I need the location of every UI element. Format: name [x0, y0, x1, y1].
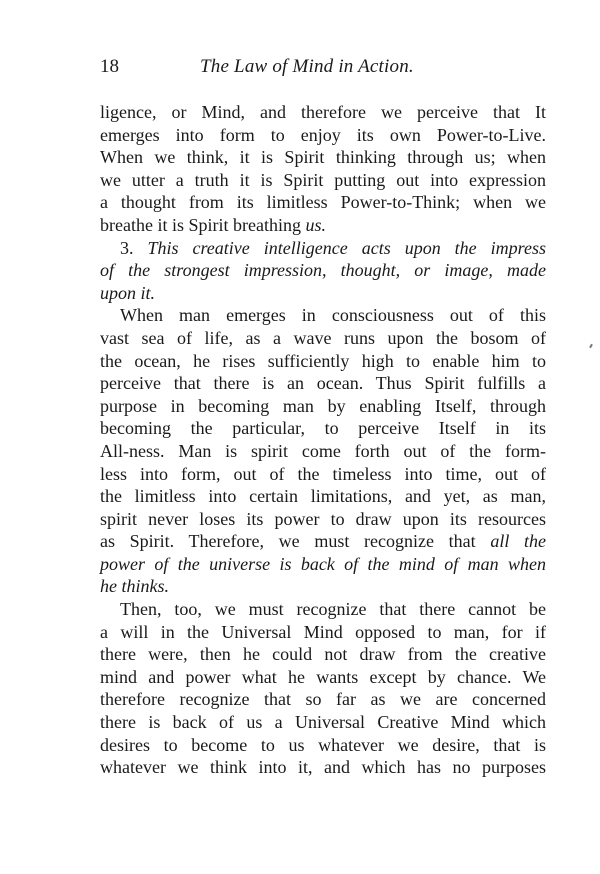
running-title: The Law of Mind in Action.	[200, 56, 414, 77]
page-header	[100, 56, 546, 86]
text-line: whatever we think into it, and which has no purposes	[100, 757, 546, 778]
principle-3	[100, 237, 546, 305]
text-line	[100, 237, 546, 260]
text-line: a thought from its limitless Power-to-Think; when we	[100, 192, 546, 213]
text-line: perceive that there is an ocean. Thus Spirit fulfills a	[100, 373, 546, 394]
text-span: breathe it is Spirit breathing	[100, 214, 301, 235]
text-line: When we think, it is Spirit thinking through us; when	[100, 147, 546, 168]
text-line: ligence, or Mind, and therefore we perceive that It	[100, 102, 546, 122]
text-line: desires to become to us whatever we desire, that is	[100, 734, 546, 755]
text-line: spirit never loses its power to draw upon its resources	[100, 508, 546, 529]
text-line: there were, then he could not draw from the creative	[100, 644, 546, 665]
text-line: we utter a truth it is Spirit putting out into expression	[100, 169, 546, 190]
text-line: there is back of us a Universal Creative Mind which	[100, 712, 546, 733]
scan-speck	[589, 344, 593, 348]
text-line: of the strongest impression, thought, or image, made	[100, 260, 546, 281]
text-line: therefore recognize that so far as we are concerned	[100, 689, 546, 710]
paragraph-4	[100, 598, 546, 779]
text-line: vast sea of life, as a wave runs upon the bosom of	[100, 327, 546, 348]
page-number: 18	[100, 56, 119, 77]
text-span: as Spirit. Therefore, we must recognize that	[100, 531, 476, 552]
text-line: mind and power what he wants except by chance. We	[100, 666, 546, 687]
text-line: the limitless into certain limitations, and yet, as man,	[100, 486, 546, 507]
emphasis-text: us.	[305, 214, 326, 235]
text-line: power of the universe is back of the mind of man when	[100, 553, 546, 574]
text-line: When man emerges in consciousness out of this	[120, 305, 546, 326]
emphasis-text: This creative intelligence acts upon the impress	[147, 237, 546, 258]
emphasis-text: all the	[490, 531, 546, 552]
paragraph-1	[100, 101, 546, 237]
text-line	[100, 530, 546, 553]
text-line: less into form, out of the timeless into time, out of	[100, 463, 546, 484]
text-line: purpose in becoming man by enabling Itself, through	[100, 395, 546, 416]
text-line: a will in the Universal Mind opposed to man, for if	[100, 621, 546, 642]
page-body	[100, 101, 546, 779]
paragraph-3	[100, 304, 546, 598]
text-line: upon it.	[100, 282, 156, 303]
text-line: becoming the particular, to perceive Itself in its	[100, 418, 546, 439]
text-line: the ocean, he rises sufficiently high to enable him to	[100, 350, 546, 371]
text-line: All-ness. Man is spirit come forth out of the form-	[100, 440, 546, 461]
text-line: emerges into form to enjoy its own Power-to-Live.	[100, 124, 546, 145]
text-line: he thinks.	[100, 576, 169, 597]
book-page	[100, 56, 546, 779]
principle-number: 3.	[120, 237, 134, 258]
text-line: Then, too, we must recognize that there cannot be	[120, 599, 546, 620]
text-line	[100, 214, 546, 237]
